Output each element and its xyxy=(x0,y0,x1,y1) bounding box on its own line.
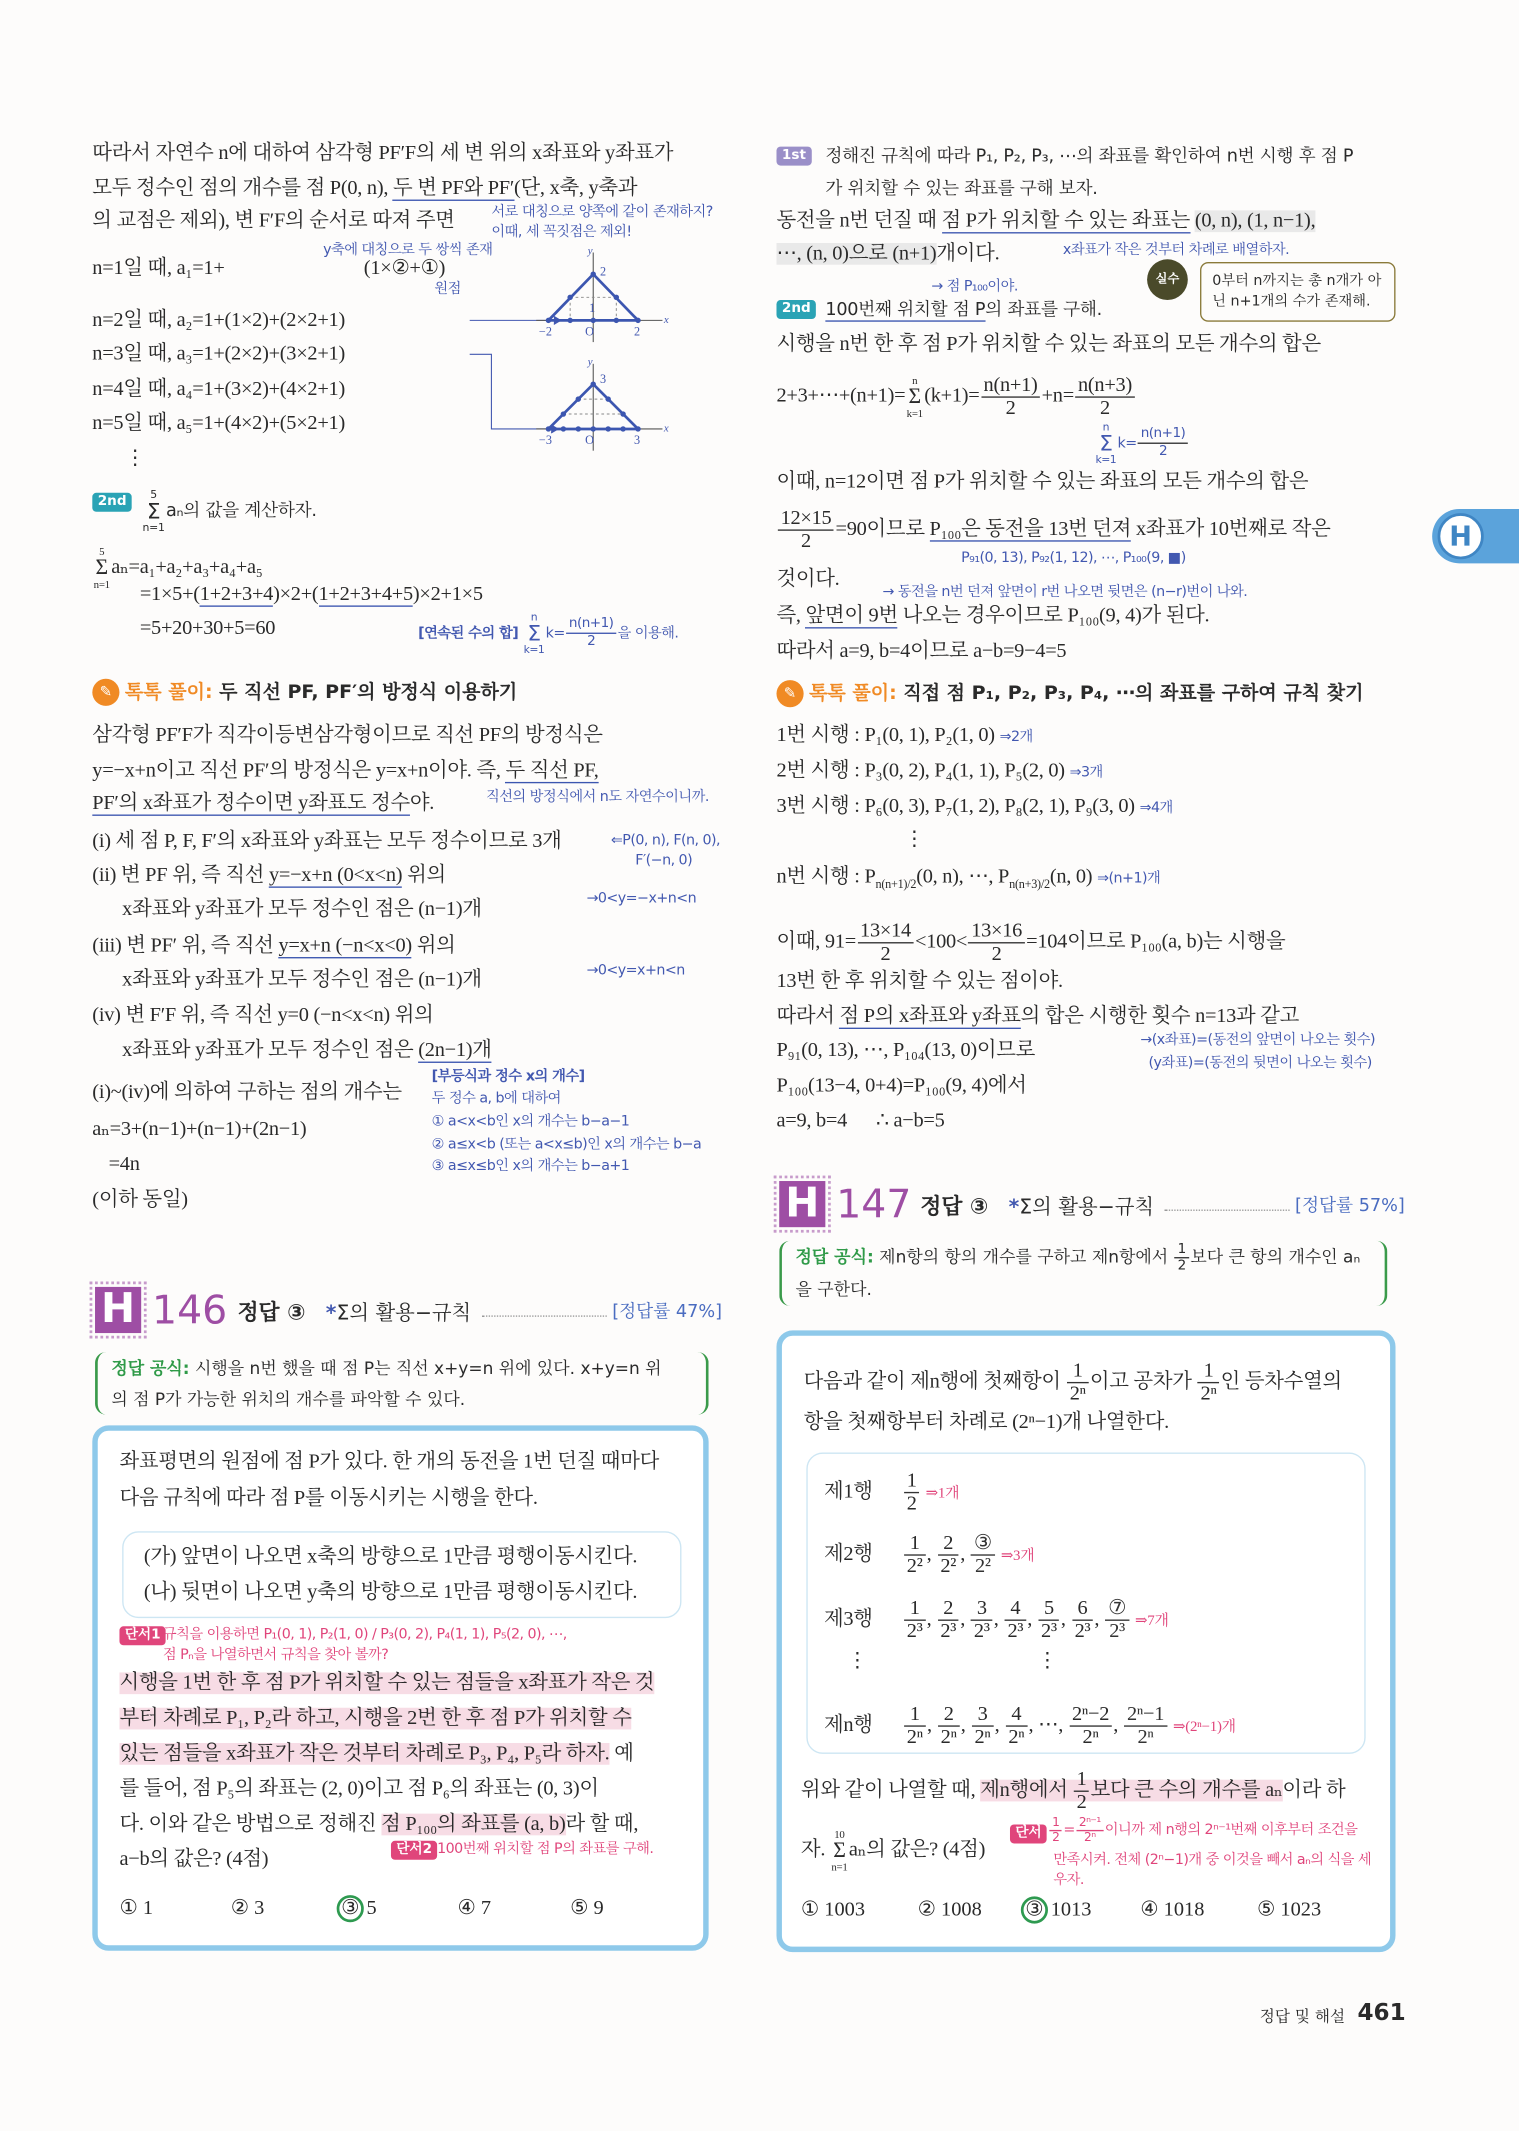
problem-text: 다음 규칙에 따라 점 P를 이동시키는 시행을 한다. xyxy=(119,1487,538,1510)
tick-label: 3 xyxy=(633,433,641,447)
tip-icon: ✎ xyxy=(92,679,119,706)
annotation: ③ a≤x≤b인 x의 개수는 b−a+1 xyxy=(431,1157,630,1175)
choice-1[interactable]: ① 1 xyxy=(119,1897,153,1920)
choice-5[interactable]: ⑤ 9 xyxy=(570,1897,604,1920)
topic-label: *Σ의 활용−규칙 xyxy=(325,1300,472,1325)
problem-text: 위와 같이 나열할 때, 제n행에서 $\frac{1}{2}$ 보다 큰 수의 개수를 aₙ이라 하 xyxy=(800,1768,1346,1814)
text-line: P₁₀₀(13−4, 0+4)=P₁₀₀(9, 4)에서 xyxy=(776,1075,1027,1097)
sigma: 5 Σ n=1 xyxy=(93,545,110,591)
annotation: 직선의 방정식에서 n도 자연수이니까. xyxy=(485,788,709,805)
text-line: (iv) 변 F′F 위, 즉 직선 y=0 (−n<x<n) 위의 xyxy=(92,1004,434,1027)
tick-label: 2 xyxy=(633,324,641,339)
underlined-text: 두 변 PF와 PF′ xyxy=(392,177,515,200)
text-line: n=4일 때, a₄=1+(3×2)+(4×2+1) xyxy=(92,378,345,401)
text-line: =5+20+30+5=60 xyxy=(139,617,276,640)
sigma: 5 Σ n=1 xyxy=(142,488,165,534)
tick-label: 2 xyxy=(600,264,607,279)
vdots: ⋮ xyxy=(904,829,925,852)
divider xyxy=(1165,1210,1290,1211)
vdots: ⋮ xyxy=(847,1650,868,1673)
ellipsis: ⋯ xyxy=(1038,1714,1059,1737)
trial-line: n번 시행 : $P_{n(n+1)/2}(0$, n), ⋯, $P_{n(n+3)/2}(n$, 0) ⇒(n+1)개 xyxy=(776,866,1161,891)
term: $\frac{3}{\text{2³}}$ xyxy=(971,1598,992,1643)
text-line: 5 Σ n=1 aₙ=a₁+a₂+a₃+a₄+a₅ xyxy=(93,545,263,591)
annotation: →(x좌표)=(동전의 앞면이 나오는 횟수) xyxy=(1140,1031,1375,1048)
axis-label: y xyxy=(587,355,593,368)
accuracy-rate: [정답률 57%] xyxy=(1295,1195,1405,1217)
trial-line: 1번 시행 : P₁(0, 1), P₂(1, 0) ⇒2개 xyxy=(776,724,1033,747)
text-line: 따라서 점 P의 x좌표와 y좌표의 합은 시행한 횟수 n=13과 같고 xyxy=(776,1005,1300,1028)
step-title: 100번째 위치할 점 P의 좌표를 구해. xyxy=(825,300,1102,321)
annotation: 이때, 세 꼭짓점은 제외! xyxy=(491,223,632,241)
term: $\frac{1}{2}$ xyxy=(904,1470,919,1515)
text-line: (1×②+①) xyxy=(363,257,446,280)
problem-text: 부터 차례로 P₁, P₂라 하고, 시행을 2번 한 후 점 P가 위치할 수 xyxy=(119,1707,632,1730)
section-h-badge: H xyxy=(95,1287,141,1333)
text-line: (이하 동일) xyxy=(92,1189,188,1211)
annotation: 서로 대칭으로 양쪽에 같이 존재하지? xyxy=(491,203,713,220)
annotation: [연속된 수의 합] n Σ k=1 k= $\frac{n(n+1)}{2}$ 을 이용해. xyxy=(418,610,679,656)
tick-label: −3 xyxy=(538,433,552,447)
term: $\frac{\text{2ⁿ−2}}{\text{2ⁿ}}$ xyxy=(1069,1704,1112,1749)
answer-formula: 정답 공식: 시행을 n번 했을 때 점 P는 직선 x+y=n 위에 있다. x+y=n 위 의 점 P가 가능한 위치의 개수를 파악할 수 있다. xyxy=(95,1352,709,1414)
annotation: P₉₁(0, 13), P₉₂(1, 12), ⋯, P₁₀₀(9, ■) xyxy=(961,549,1186,567)
text-line: 의 교점은 제외), 변 F′F의 순서로 따져 주면 xyxy=(92,210,455,233)
term: $\frac{2}{\text{2³}}$ xyxy=(938,1598,959,1643)
hint-text: 점 Pₙ을 나열하면서 규칙을 찾아 볼까? xyxy=(162,1646,389,1663)
row-label: 제3행 xyxy=(824,1608,873,1631)
tick-label: −2 xyxy=(538,324,552,339)
choice-1[interactable]: ① 1003 xyxy=(800,1899,866,1921)
row-label: 제n행 xyxy=(824,1714,873,1737)
sequence-row xyxy=(824,1469,959,1517)
text-line: x좌표와 y좌표가 모두 정수인 점은 (n−1)개 xyxy=(122,969,482,991)
step-badge: 1st xyxy=(776,147,811,166)
text-line: y=−x+n이고 직선 PF′의 방정식은 y=x+n이야. 즉, 두 직선 PF, xyxy=(92,760,599,782)
problem-text: 좌표평면의 원점에 점 P가 있다. 한 개의 동전을 1번 던질 때마다 xyxy=(119,1451,660,1473)
text-line: n=2일 때, a₂=1+(1×2)+(2×2+1) xyxy=(92,309,345,332)
choice-2[interactable]: ② 3 xyxy=(230,1897,265,1920)
axis-label: x xyxy=(663,313,669,326)
choice-2[interactable]: ② 1008 xyxy=(917,1899,982,1921)
step-badge: 2nd xyxy=(776,300,816,319)
text: 모두 정수인 점의 개수를 점 P(0, n), xyxy=(92,177,393,200)
text-line: PF′의 x좌표가 정수이면 y좌표도 정수야. xyxy=(92,792,435,815)
chapter-tab-label: H xyxy=(1438,513,1484,559)
text-line: n=1일 때, a₁=1+ xyxy=(92,257,225,280)
term: $\frac{1}{\text{2ⁿ}}$ xyxy=(904,1704,925,1749)
hint-badge: 단서2 xyxy=(391,1841,438,1860)
hint-text: $\frac{1}{2}$ = $\frac{\text{2ⁿ⁻¹}}{\text{2ⁿ}}$ 이니까 제 n행의 2ⁿ⁻¹번째 이후부터 조건을 xyxy=(1048,1814,1357,1847)
text-line: P₉₁(0, 13), ⋯, P₁₀₄(13, 0)이므로 xyxy=(776,1039,1036,1062)
tick-label: 1 xyxy=(589,301,596,315)
text-line: $\frac{12\times 15}{2}$ =90이므로 P₁₀₀은 동전을 13번 던져 x좌표가 10번째로 작은 xyxy=(776,508,1330,553)
trial-line: 2번 시행 : P₃(0, 2), P₄(1, 1), P₅(2, 0) ⇒3개 xyxy=(776,760,1103,782)
choice-4[interactable]: ④ 1018 xyxy=(1140,1899,1205,1921)
choice-5[interactable]: ⑤ 1023 xyxy=(1257,1899,1322,1921)
problem-text: a−b의 값은? (4점) xyxy=(119,1848,269,1871)
problem-number: 146 xyxy=(152,1286,228,1334)
tip-heading: ✎ 톡톡 풀이: 두 직선 PF, PF′의 방정식 이용하기 xyxy=(92,679,517,706)
annotation: y축에 대칭으로 두 쌍씩 존재 xyxy=(323,241,493,258)
annotation: F′(−n, 0) xyxy=(635,852,693,869)
mistake-badge: 실수 xyxy=(1147,259,1188,300)
annotation: 두 정수 a, b에 대하여 xyxy=(431,1090,561,1107)
annotation: ⇐P(0, n), F(n, 0), xyxy=(610,832,721,849)
text: (단, x축, y축과 xyxy=(514,177,638,200)
answer-label: 정답 ③ xyxy=(237,1299,306,1325)
term: $\frac{\text{③}}{\text{2²}}$ xyxy=(971,1533,994,1578)
rule-item: (나) 뒷면이 나오면 y축의 방향으로 1만큼 평행이동시킨다. xyxy=(143,1581,638,1604)
answer-formula: 정답 공식: 제n항의 항의 개수를 구하고 제n항에서 $\frac{1}{2}$ 보다 큰 항의 개수인 aₙ 을 구한다. xyxy=(779,1241,1387,1306)
vdots: ⋮ xyxy=(124,447,145,470)
row-count: ⇒3개 xyxy=(1000,1547,1035,1564)
row-label: 제2행 xyxy=(824,1543,873,1566)
hint-badge: 단서 xyxy=(1010,1824,1047,1843)
text-line: (i)~(iv)에 의하여 구하는 점의 개수는 xyxy=(92,1081,402,1104)
term: $\frac{3}{\text{2ⁿ}}$ xyxy=(972,1704,993,1749)
tip-icon: ✎ xyxy=(776,680,803,707)
problem-text: 다. 이와 같은 방법으로 정해진 점 P₁₀₀의 좌표를 (a, b)라 할 때, xyxy=(119,1813,639,1836)
term: $\frac{4}{\text{2³}}$ xyxy=(1005,1598,1026,1643)
divider xyxy=(482,1315,607,1316)
annotation: → 동전을 n번 던져 앞면이 r번 나오면 뒷면은 (n−r)번이 나와. xyxy=(882,583,1248,601)
annotation: 원점 xyxy=(434,281,461,298)
page-number: 461 xyxy=(1357,1999,1406,2027)
annotation: →0<y=−x+n<n xyxy=(586,890,697,907)
sequence-row: 제n행 $\frac{1}{\text{2ⁿ}}$ , $\frac{2}{\text{2ⁿ}}$ , $\frac{3}{\text{2ⁿ}}$ , $\frac{4}{\text{2ⁿ}}$ , ⋯, $\frac{\text{2ⁿ−2}}{\text{2ⁿ}}$ , $\frac{\text{2ⁿ−1}}{\text{2ⁿ}}$ ⇒(2ⁿ−1)개 xyxy=(824,1703,1236,1749)
footer-label: 정답 및 해설 xyxy=(1259,2006,1346,2026)
text-line: =1×5+(1+2+3+4)×2+(1+2+3+4+5)×2+1×5 xyxy=(139,583,483,606)
tick-label: O xyxy=(585,433,594,447)
text-line: 13번 한 후 위치할 수 있는 점이야. xyxy=(776,970,1063,993)
text-line: aₙ=3+(n−1)+(n−1)+(2n−1) xyxy=(92,1118,307,1141)
term: $\frac{2}{\text{2ⁿ}}$ xyxy=(938,1704,959,1749)
text-line: n=5일 때, a₅=1+(4×2)+(5×2+1) xyxy=(92,412,345,435)
term: $\frac{1}{\text{2²}}$ xyxy=(904,1533,925,1578)
problem-text: 자. 10 Σ n=1 aₙ의 값은? (4점) xyxy=(800,1828,986,1874)
term: $\frac{\text{2ⁿ−1}}{\text{2ⁿ}}$ xyxy=(1124,1704,1167,1749)
term: $\frac{\text{⑦}}{\text{2³}}$ xyxy=(1105,1598,1128,1643)
annotation: (y좌표)=(동전의 뒷면이 나오는 횟수) xyxy=(1148,1054,1372,1072)
text: aₙ의 값을 계산하자. xyxy=(165,500,317,522)
text-line: 것이다. xyxy=(776,568,840,591)
text-line: n=3일 때, a₃=1+(2×2)+(3×2+1) xyxy=(92,343,345,366)
term: $\frac{6}{\text{2³}}$ xyxy=(1072,1598,1093,1643)
formula-line: 2+3+⋯+(n+1)= n Σ k=1 (k+1)= $\frac{n(n+1)}{2}$ +n= $\frac{n(n+3)}{2}$ xyxy=(776,375,1136,420)
problem-text: 를 들어, 점 P₅의 좌표는 (2, 0)이고 점 P₆의 좌표는 (0, 3)이 xyxy=(119,1778,599,1801)
text-line: (ii) 변 PF 위, 즉 직선 y=−x+n (0<x<n) 위의 xyxy=(92,864,446,887)
mistake-callout: 0부터 n까지는 총 n개가 아 닌 n+1개의 수가 존재해. xyxy=(1200,262,1395,322)
step-title xyxy=(141,489,317,534)
topic-label: *Σ의 활용−규칙 xyxy=(1008,1194,1155,1220)
row-label: 제1행 xyxy=(824,1481,873,1503)
hint-text: 규칙을 이용하면 P₁(0, 1), P₂(1, 0) / P₃(0, 2), P₄(1, 1), P₅(2, 0), ⋯, xyxy=(162,1626,567,1643)
hint-text: 100번째 위치할 점 P의 좌표를 구해. xyxy=(437,1840,654,1858)
text-line: 이때, 91= $\frac{13\times 14}{2}$ <100< $\frac{13\times 16}{2}$ =104이므로 P₁₀₀(a, b)는 시행을 xyxy=(776,920,1286,966)
rule-item: (가) 앞면이 나오면 x축의 방향으로 1만큼 평행이동시킨다. xyxy=(143,1546,638,1568)
hint-badge: 단서1 xyxy=(119,1626,166,1645)
problem-number: 147 xyxy=(836,1181,912,1228)
vdots: ⋮ xyxy=(1037,1650,1058,1673)
annotation: x좌표가 작은 것부터 차례로 배열하자. xyxy=(1062,241,1290,258)
text-line: 동전을 n번 던질 때 점 P가 위치할 수 있는 좌표는 (0, n), (1, n−1), xyxy=(776,210,1316,233)
axis-label: x xyxy=(663,422,669,435)
text-line: (iii) 변 PF′ 위, 즉 직선 y=x+n (−n<x<0) 위의 xyxy=(92,935,456,958)
problem-text: 항을 첫째항부터 차례로 (2ⁿ−1)개 나열한다. xyxy=(803,1411,1169,1434)
term: $\frac{2}{\text{2²}}$ xyxy=(938,1533,959,1578)
tick-label: O xyxy=(585,324,594,339)
annotation: → 점 P₁₀₀이야. xyxy=(931,278,1018,295)
tick-label: 3 xyxy=(600,371,607,386)
row-count: ⇒1개 xyxy=(925,1485,960,1502)
problem-text: 시행을 1번 한 후 점 P가 위치할 수 있는 점들을 x좌표가 작은 것 xyxy=(119,1672,655,1695)
text-line: a=9, b=4 ∴ a−b=5 xyxy=(776,1110,945,1133)
text-line: =4n xyxy=(108,1153,140,1176)
text-line: x좌표와 y좌표가 모두 정수인 점은 (n−1)개 xyxy=(122,898,482,921)
annotation: ② a≤x<b (또는 a<x≤b)인 x의 개수는 b−a xyxy=(431,1136,702,1153)
accuracy-rate: [정답률 47%] xyxy=(612,1301,722,1323)
step-title: 정해진 규칙에 따라 P₁, P₂, P₃, ⋯의 좌표를 확인하여 n번 시행 후 점 P xyxy=(825,146,1354,167)
problem-text: 있는 점들을 x좌표가 작은 것부터 차례로 P₃, P₄, P₅라 하자. 예 xyxy=(119,1743,634,1765)
chapter-tab[interactable] xyxy=(1432,509,1519,563)
tip-heading: ✎ 톡톡 풀이: 직접 점 P₁, P₂, P₃, P₄, ⋯의 좌표를 구하여 규칙 찾기 xyxy=(776,680,1363,707)
term: $\frac{4}{\text{2ⁿ}}$ xyxy=(1006,1704,1027,1749)
annotation: →0<y=x+n<n xyxy=(586,962,685,979)
annotation: [부등식과 정수 x의 개수] xyxy=(431,1068,585,1085)
trial-line: 3번 시행 : P₆(0, 3), P₇(1, 2), P₈(2, 1), P₉(3, 0) ⇒4개 xyxy=(776,795,1173,818)
text-line: 따라서 a=9, b=4이므로 a−b=9−4=5 xyxy=(776,640,1067,663)
choice-3-selected[interactable]: ③ 1013 xyxy=(1021,1896,1092,1923)
sequence-row: 제3행 $\frac{1}{\text{2³}}$ , $\frac{2}{\text{2³}}$ , $\frac{3}{\text{2³}}$ , $\frac{4}{\text{2³}}$ , $\frac{5}{\text{2³}}$ , $\frac{6}{\text{2³}}$ , $\frac{\text{⑦}}{\text{2³}}$ ⇒7개 xyxy=(824,1597,1169,1643)
term: $\frac{5}{\text{2³}}$ xyxy=(1038,1598,1059,1643)
section-h-badge: H xyxy=(779,1181,825,1227)
hint-text: 우자. xyxy=(1053,1871,1084,1889)
text-line: 시행을 n번 한 후 점 P가 위치할 수 있는 좌표의 모든 개수의 합은 xyxy=(776,333,1321,356)
hint-text: 만족시켜. 전체 (2ⁿ−1)개 중 이것을 빼서 aₙ의 식을 세 xyxy=(1053,1851,1372,1868)
text-line: 이때, n=12이면 점 P가 위치할 수 있는 좌표의 모든 개수의 합은 xyxy=(776,471,1309,493)
annotation: n Σ k=1 k= $\frac{n(n+1)}{2}$ xyxy=(1094,421,1189,466)
term: $\frac{1}{\text{2³}}$ xyxy=(904,1598,925,1643)
text-line: 즉, 앞면이 9번 나오는 경우이므로 P₁₀₀(9, 4)가 된다. xyxy=(776,605,1210,628)
text-line: (i) 세 점 P, F, F′의 x좌표와 y좌표는 모두 정수이므로 3개 xyxy=(92,830,562,853)
text-line: 삼각형 PF′F가 직각이등변삼각형이므로 직선 PF의 방정식은 xyxy=(92,724,603,747)
step-title: 가 위치할 수 있는 좌표를 구해 보자. xyxy=(825,179,1098,200)
step-badge: 2nd xyxy=(92,493,132,512)
text-line: 따라서 자연수 n에 대하여 삼각형 PF′F의 세 변 위의 x좌표와 y좌표가 xyxy=(92,142,674,165)
row-count: ⇒7개 xyxy=(1135,1612,1169,1629)
row-count: ⇒(2ⁿ−1)개 xyxy=(1173,1718,1236,1735)
choice-4[interactable]: ④ 7 xyxy=(457,1897,492,1920)
annotation: ① a<x<b인 x의 개수는 b−a−1 xyxy=(431,1113,630,1130)
answer-label: 정답 ③ xyxy=(920,1193,989,1220)
choice-3-selected[interactable]: ③ 5 xyxy=(337,1895,377,1922)
problem-text: 다음과 같이 제n행에 첫째항이 $\frac{1}{\text{2ⁿ}}$ 이고 공차가 $\frac{1}{\text{2ⁿ}}$ 인 등차수열의 xyxy=(803,1360,1342,1406)
text-line: ⋯, (n, 0)으로 (n+1)개이다. xyxy=(776,242,1000,265)
text-line: x좌표와 y좌표가 모두 정수인 점은 (2n−1)개 xyxy=(122,1039,492,1062)
axis-label: y xyxy=(587,244,593,257)
sequence-row: 제2행 $\frac{1}{\text{2²}}$ , $\frac{2}{\text{2²}}$ , $\frac{\text{③}}{\text{2²}}$ ⇒3개 xyxy=(824,1532,1035,1578)
